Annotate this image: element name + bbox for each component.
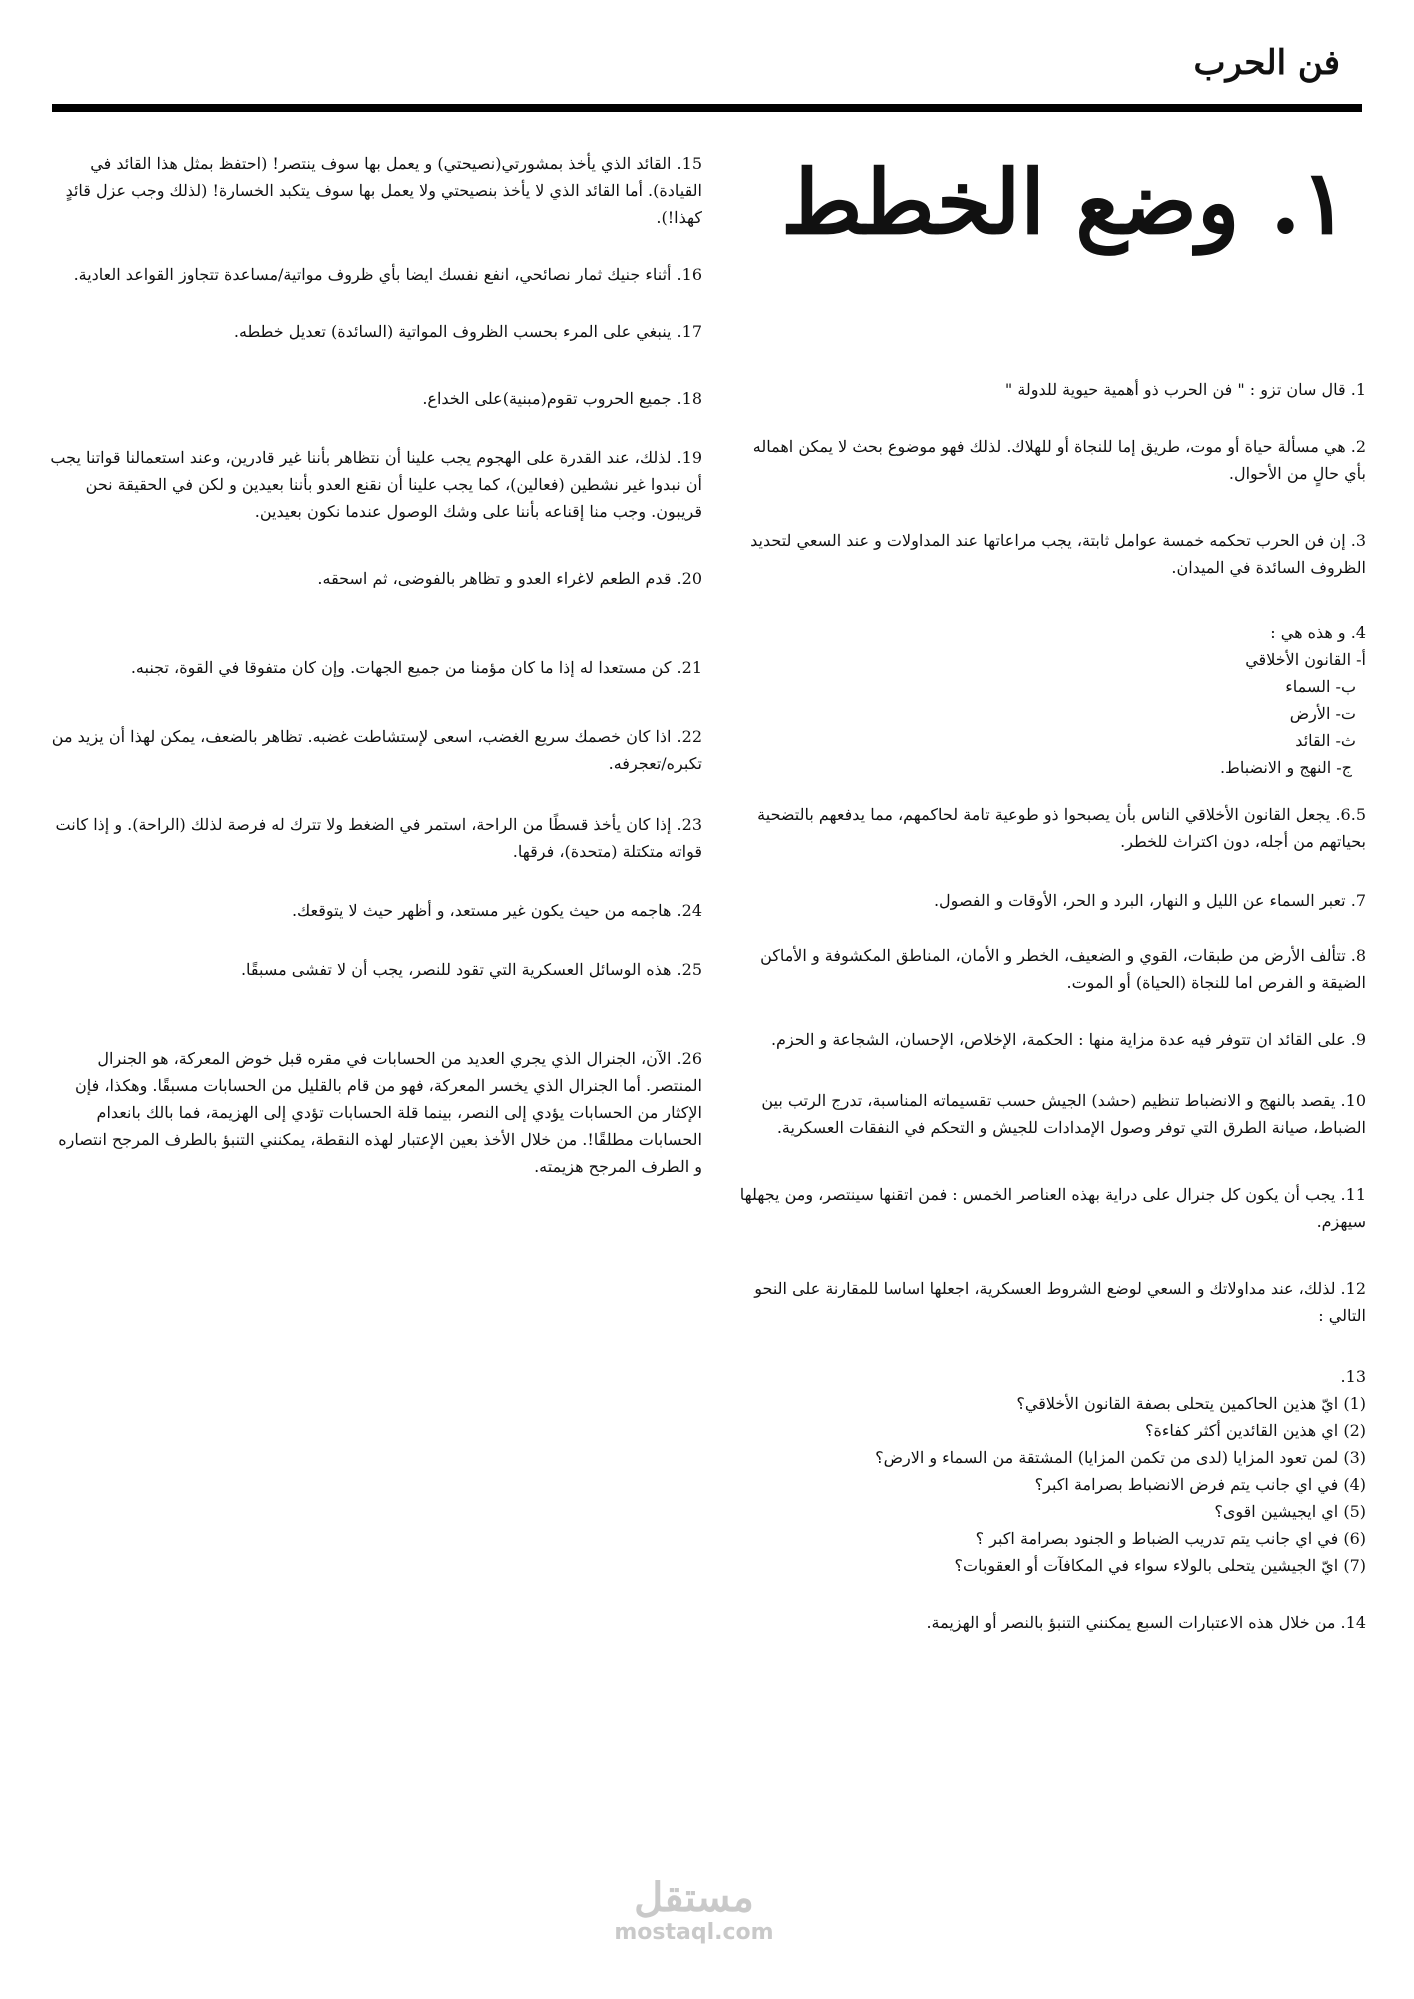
left-column [50,150,702,1180]
paragraph-23: 23. إذا كان يأخذ قسطًا من الراحة، استمر في الضغط ولا تترك له فرصة لذلك (الراحة). و إذا كانت قواته متكتلة (متحدة)، فرقها. [55,815,702,861]
list-item: (4) في اي جانب يتم فرض الانضباط بصرامة اكبر؟ [1034,1475,1366,1494]
header-rule [52,104,1362,112]
paragraph-12: 12. لذلك، عند مداولاتك و السعي لوضع الشروط العسكرية، اجعلها اساسا للمقارنة على النحو التالي : [754,1279,1366,1325]
paragraph-14: 14. من خلال هذه الاعتبارات السبع يمكنني التنبؤ بالنصر أو الهزيمة. [926,1613,1366,1632]
questions-list [728,1390,1366,1579]
paragraph-16: 16. أثناء جنيك ثمار نصائحي، انفع نفسك ايضا بأي ظروف مواتية/مساعدة تتجاوز القواعد العادية. [73,265,702,284]
paragraph-25: 25. هذه الوسائل العسكرية التي تقود للنصر، يجب أن لا تفشى مسبقًا. [240,960,702,979]
list-item: (7) ايّ الجيشين يتحلى بالولاء سواء في المكافآت أو العقوبات؟ [954,1556,1366,1575]
brand-watermark-arabic: مستقل [634,1874,754,1921]
paragraph-13-label: 13. [1340,1367,1366,1386]
list-item: أ- القانون الأخلاقي [1245,650,1366,669]
list-item: ت- الأرض [1289,704,1356,723]
list-item: ب- السماء [1285,677,1356,696]
paragraph-22: 22. اذا كان خصمك سريع الغضب، اسعى لإستشاطت غضبه. تظاهر بالضعف، يمكن لهذا أن يزيد من تكبره/تعجرفه. [51,727,702,773]
list-item: ج- النهج و الانضباط. [1219,758,1352,777]
running-title: فن الحرب [1193,43,1340,83]
brand-watermark-url: mostaql.com [614,1920,774,1945]
paragraph-24: 24. هاجمه من حيث يكون غير مستعد، و أظهر حيث لا يتوقعك. [291,901,702,920]
paragraph-4 [728,619,1366,781]
paragraph-15: 15. القائد الذي يأخذ بمشورتي(نصيحتي) و يعمل بها سوف ينتصر! (احتفظ بمثل هذا القائد في القيادة). أما القائد الذي لا يأخذ بنصيحتي ولا يعمل بها سوف يتكبد الخسارة! (لذلك وجب عزل قائدٍ كهذا!). [65,154,702,227]
factors-list [728,646,1366,781]
paragraph-8: 8. تتألف الأرض من طبقات، القوي و الضعيف، الخطر و الأمان، المناطق المكشوفة و الأماكن الضيقة و الفرص اما للنجاة (الحياة) أو الموت. [760,946,1366,992]
paragraph-21: 21. كن مستعدا له إذا ما كان مؤمنا من جميع الجهات. وإن كان متفوقا في القوة، تجنبه. [130,658,702,677]
paragraph-17: 17. ينبغي على المرء بحسب الظروف المواتية (السائدة) تعديل خططه. [233,322,702,341]
chapter-title: ١. وضع الخطط [780,150,1348,254]
paragraph-2: 2. هي مسألة حياة أو موت، طريق إما للنجاة أو للهلاك. لذلك فهو موضوع بحث لا يمكن اهماله بأي حالٍ من الأحوال. [752,437,1366,483]
list-item: (5) اي ايجيشين اقوى؟ [1214,1502,1366,1521]
list-item: (6) في اي جانب يتم تدريب الضباط و الجنود بصرامة اكبر ؟ [975,1529,1366,1548]
paragraph-20: 20. قدم الطعم لاغراء العدو و تظاهر بالفوضى، ثم اسحقه. [317,569,702,588]
paragraph-18: 18. جميع الحروب تقوم(مبنية)على الخداع. [422,389,702,408]
paragraph-5: 6.5. يجعل القانون الأخلاقي الناس بأن يصبحوا ذو طوعية تامة لحاكمهم، مما يدفعهم بالتضحية بحياتهم من أجله، دون اكتراث للخطر. [757,805,1366,851]
paragraph-26: 26. الآن، الجنرال الذي يجري العديد من الحسابات في مقره قبل خوض المعركة، هو الجنرال المنتصر. أما الجنرال الذي يخسر المعركة، فهو من قام بالقليل من الحسابات مسبقًا. وهكذا، فإن الإكثار من الحسابات يؤدي إلى النصر، بينما قلة الحسابات تؤدي إلى الهزيمة، فما بالك بانعدام الحسابات مطلقًا!. من خلال الأخذ بعين الإعتبار لهذه النقطة، يمكنني التنبؤ بالطرف المرجح انتصاره و الطرف المرجح هزيمته. [58,1049,702,1176]
list-item: (1) ايّ هذين الحاكمين يتحلى بصفة القانون الأخلاقي؟ [1016,1394,1366,1413]
paragraph-19: 19. لذلك، عند القدرة على الهجوم يجب علينا أن نتظاهر بأننا غير قادرين، وعند استعمالنا قواتنا يجب أن نبدوا غير نشطين (فعالين)، كما يجب علينا أن نقنع العدو بأننا بعيدين و لكن في الحقيقة نحن قريبون. وجب منا إقناعه بأننا على وشك الوصول عندما نكون بعيدين. [50,448,702,521]
paragraph-11: 11. يجب أن يكون كل جنرال على دراية بهذه العناصر الخمس : فمن اتقنها سينتصر، ومن يجهلها سيهزم. [739,1185,1366,1231]
list-item: ث- القائد [1295,731,1356,750]
paragraph-1: 1. قال سان تزو : " فن الحرب ذو أهمية حيوية للدولة " [1004,380,1366,399]
right-column [728,150,1366,1636]
paragraph-3: 3. إن فن الحرب تحكمه خمسة عوامل ثابتة، يجب مراعاتها عند المداولات و عند السعي لتحديد الظروف السائدة في الميدان. [750,531,1366,577]
paragraph-10: 10. يقصد بالنهج و الانضباط تنظيم (حشد) الجيش حسب تقسيماته المناسبة، تدرج الرتب بين الضباط، صيانة الطرق التي توفر وصول الإمدادات للجيش و التحكم في النفقات العسكرية. [761,1091,1366,1137]
list-item: (3) لمن تعود المزايا (لدى من تكمن المزايا) المشتقة من السماء و الارض؟ [875,1448,1366,1467]
paragraph-4-intro: 4. و هذه هي : [1270,623,1366,642]
paragraph-7: 7. تعبر السماء عن الليل و النهار، البرد و الحر، الأوقات و الفصول. [933,891,1366,910]
list-item: (2) اي هذين القائدين أكثر كفاءة؟ [1144,1421,1366,1440]
paragraph-13 [728,1363,1366,1579]
paragraph-9: 9. على القائد ان تتوفر فيه عدة مزاية منها : الحكمة، الإخلاص، الإحسان، الشجاعة و الحزم. [770,1030,1366,1049]
brand-watermark [614,1874,774,1945]
